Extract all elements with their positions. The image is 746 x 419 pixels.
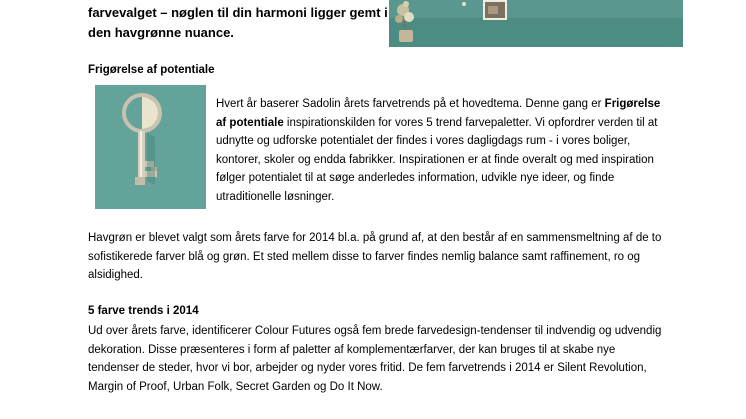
potential-paragraph [216, 95, 666, 206]
potential-paragraph-rest: inspirationskilden for vores 5 trend farvepaletter. Vi opfordrer verden til at udnytte og udforske potentialet der findes i vores dagligdags rum - i vores boliger, kontorer, skoler og endda fabrikker. Inspirationen er at finde overalt og med inspiration følger potentialet til at søge anderledes information, udvikle nye ideer, og finde utraditionelle løsninger. [216, 116, 658, 203]
potential-paragraph-start: Hvert år baserer Sadolin årets farvetrends på et hovedtema. Denne gang er [216, 98, 605, 110]
potential-bold-phrase: Frigørelse af potentiale [216, 98, 661, 129]
intro-text: farvevalget – nøglen til din harmoni ligger gemt i den havgrønne nuance. [88, 5, 388, 40]
header-photo-illustration [389, 0, 683, 47]
seagreen-paragraph: Havgrøn er blevet valgt som årets farve for 2014 bl.a. på grund af, at den består af en sammensmeltning af de to sofistikerede farver blå og grøn. Et sted mellem disse to farver findes nemlig balance samt raffinement, ro og alsidighed. [88, 232, 662, 281]
key-photo [95, 85, 206, 209]
header-photo [389, 0, 683, 47]
section-heading-trends: 5 farve trends i 2014 [88, 305, 199, 317]
trends-paragraph: Ud over årets farve, identificerer Colour Futures også fem brede farvedesign-tendenser til indvendig og udvendig dekoration. Disse præsenteres i form af paletter af komplementærfarver, der kan bruges til at skabe nye tendenser de steder, hvor vi bor, arbejder og nyder vores fritid. De fem farvetrends i 2014 er Silent Revolution, Margin of Proof, Urban Folk, Secret Garden og Do It Now. [88, 325, 662, 393]
section-heading-potential: Frigørelse af potentiale [88, 64, 215, 76]
key-illustration [95, 85, 206, 209]
